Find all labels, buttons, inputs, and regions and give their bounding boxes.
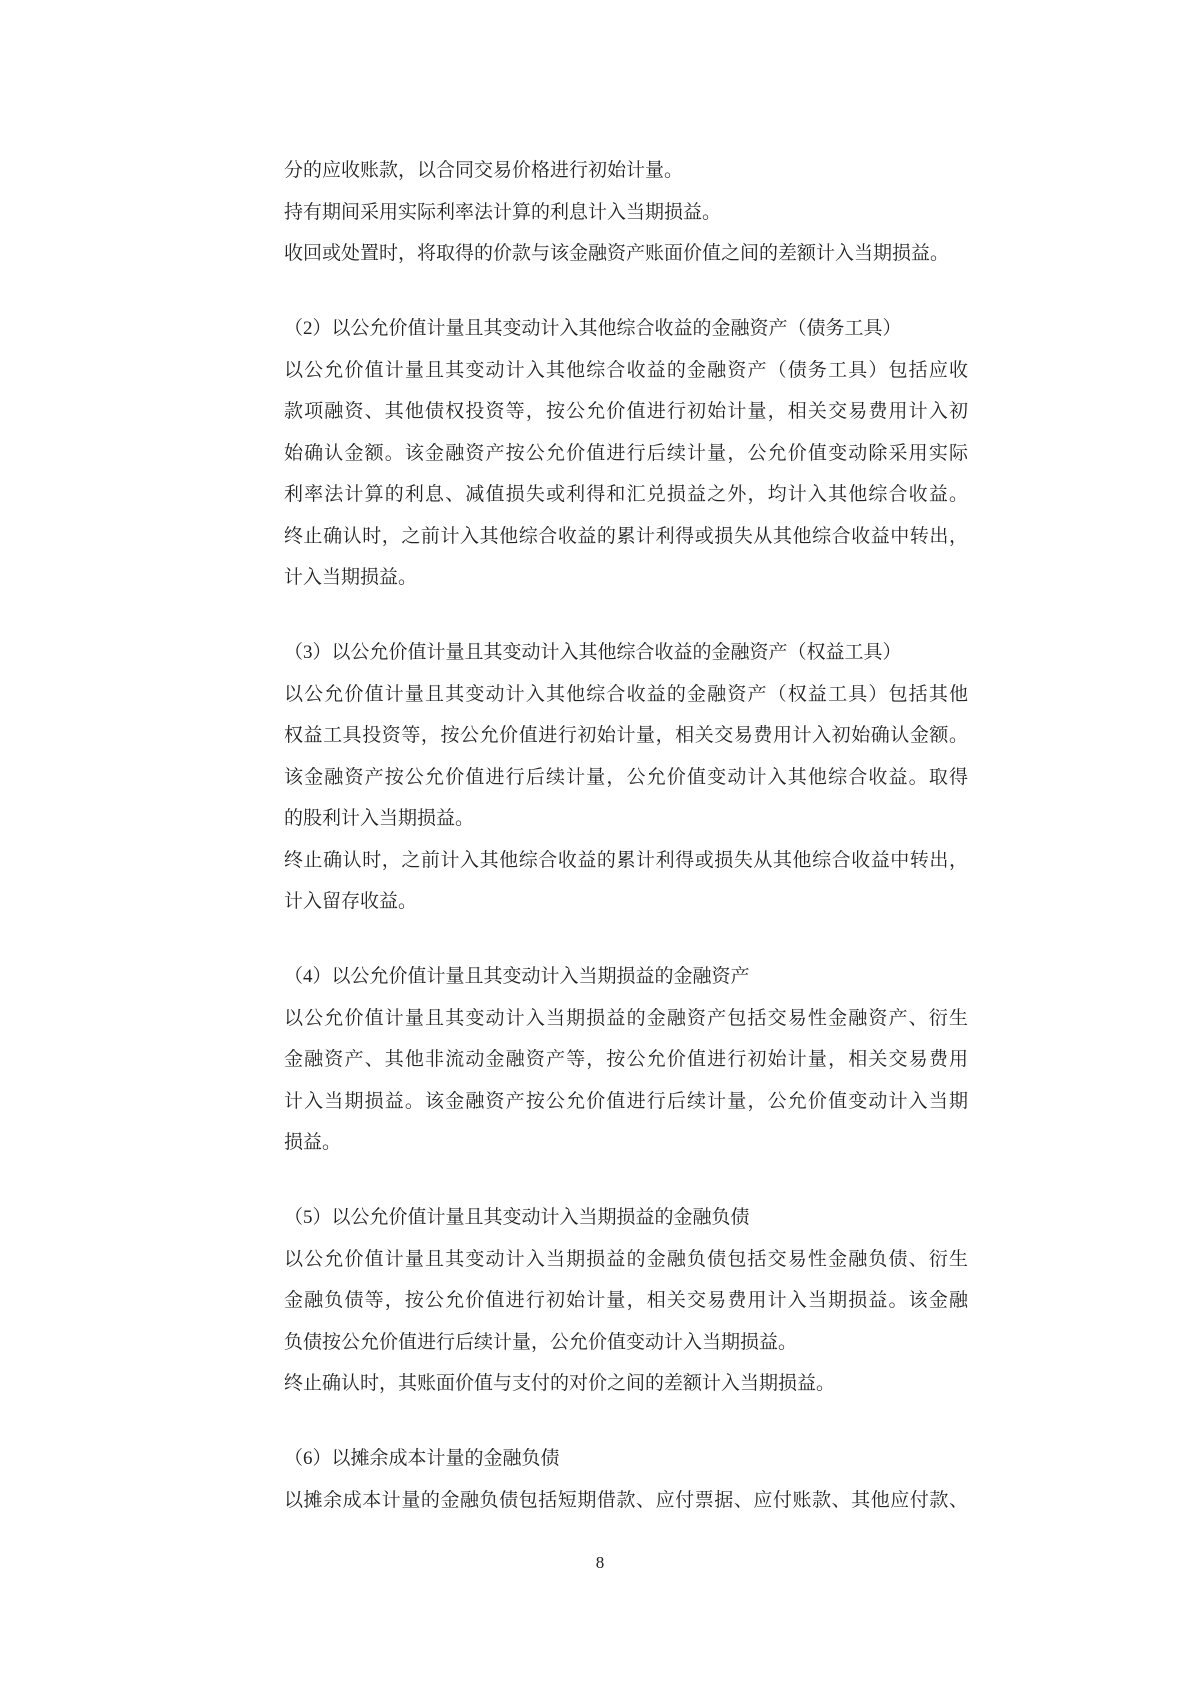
text-line: 款项融资、其他债权投资等，按公允价值进行初始计量，相关交易费用计入初 (284, 401, 968, 422)
text-line: 以公允价值计量且其变动计入其他综合收益的金融资产（权益工具）包括其他 (284, 683, 968, 705)
text-line: 以公允价值计量且其变动计入当期损益的金融资产包括交易性金融资产、衍生 (284, 1007, 968, 1029)
text-line: 终止确认时，其账面价值与支付的对价之间的差额计入当期损益。 (284, 1373, 836, 1394)
text-line: 收回或处置时，将取得的价款与该金融资产账面价值之间的差额计入当期损益。 (284, 243, 950, 264)
text-line: 分的应收账款，以合同交易价格进行初始计量。 (284, 160, 684, 181)
text-line: 计入当期损益。 (284, 567, 418, 588)
text-line: 金融负债等，按公允价值进行初始计量，相关交易费用计入当期损益。该金融 (284, 1290, 968, 1311)
text-line: 计入当期损益。该金融资产按公允价值进行后续计量，公允价值变动计入当期 (284, 1090, 968, 1112)
section-heading: （3）以公允价值计量且其变动计入其他综合收益的金融资产（权益工具） (284, 642, 902, 663)
section-heading: （5）以公允价值计量且其变动计入当期损益的金融负债 (284, 1207, 750, 1228)
text-line: 损益。 (284, 1132, 342, 1153)
text-line: 计入留存收益。 (284, 891, 418, 912)
section-heading: （6）以摊余成本计量的金融负债 (284, 1448, 560, 1469)
text-line: 的股利计入当期损益。 (284, 808, 475, 829)
text-line: 权益工具投资等，按公允价值进行初始计量，相关交易费用计入初始确认金额。 (284, 725, 968, 746)
text-line: 利率法计算的利息、减值损失或利得和汇兑损益之外，均计入其他综合收益。 (284, 484, 968, 505)
text-line: 以公允价值计量且其变动计入其他综合收益的金融资产（债务工具）包括应收 (284, 359, 968, 381)
document-body (284, 150, 968, 1521)
text-line: 以公允价值计量且其变动计入当期损益的金融负债包括交易性金融负债、衍生 (284, 1248, 968, 1270)
text-line: 金融资产、其他非流动金融资产等，按公允价值进行初始计量，相关交易费用 (284, 1049, 968, 1070)
text-line: 终止确认时，之前计入其他综合收益的累计利得或损失从其他综合收益中转出， (284, 849, 968, 871)
section-heading: （4）以公允价值计量且其变动计入当期损益的金融资产 (284, 966, 750, 987)
text-line: 始确认金额。该金融资产按公允价值进行后续计量，公允价值变动除采用实际 (284, 442, 968, 464)
text-line: 负债按公允价值进行后续计量，公允价值变动计入当期损益。 (284, 1331, 798, 1353)
text-line: 以摊余成本计量的金融负债包括短期借款、应付票据、应付账款、其他应付款、 (284, 1489, 968, 1511)
text-line: 持有期间采用实际利率法计算的利息计入当期损益。 (284, 201, 722, 223)
section-heading: （2）以公允价值计量且其变动计入其他综合收益的金融资产（债务工具） (284, 318, 902, 339)
page-number: 8 (595, 1553, 605, 1572)
text-line: 终止确认时，之前计入其他综合收益的累计利得或损失从其他综合收益中转出， (284, 525, 968, 547)
text-line: 该金融资产按公允价值进行后续计量，公允价值变动计入其他综合收益。取得 (284, 766, 968, 788)
